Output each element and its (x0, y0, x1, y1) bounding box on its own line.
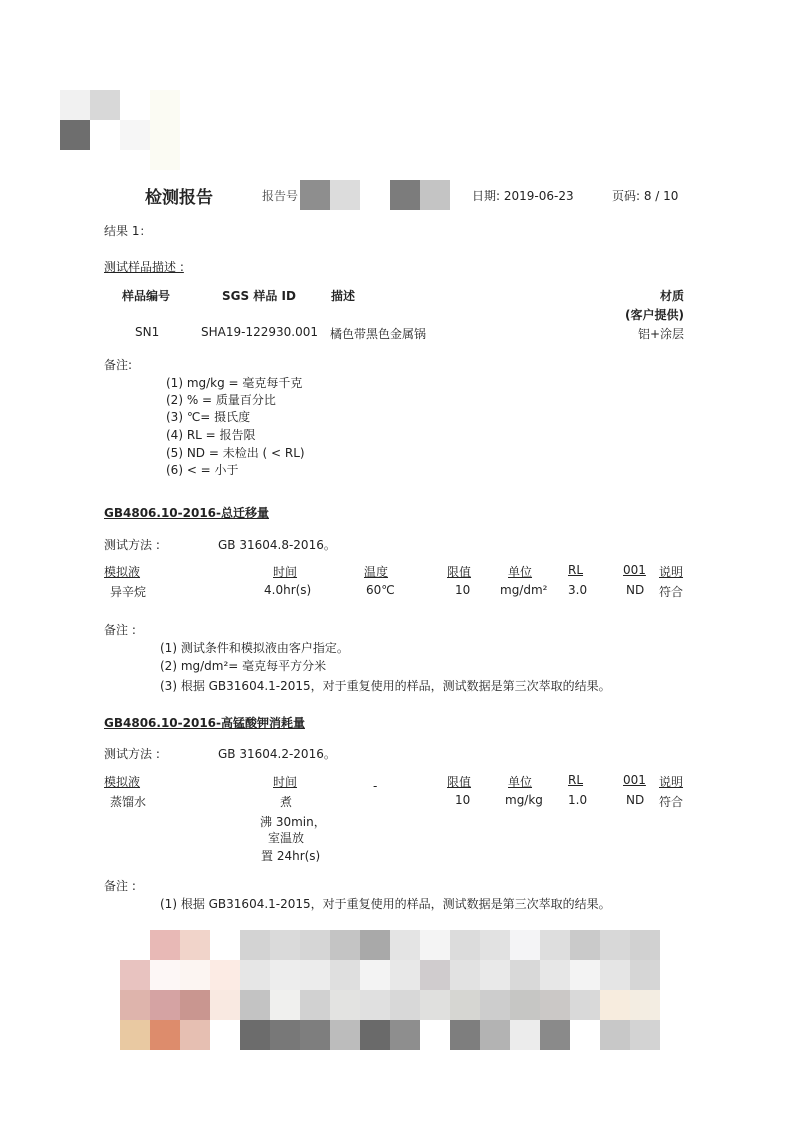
row-remark: 符合 (659, 585, 684, 599)
header-unit: 单位 (508, 565, 533, 579)
header-remark: 说明 (659, 565, 684, 579)
col-material-note: (客户提供) (625, 308, 684, 322)
row-limit: 10 (455, 793, 471, 807)
row-time: 4.0hr(s) (264, 583, 312, 597)
notes-label: 备注 : (104, 879, 136, 893)
col-description: 描述 (331, 289, 356, 303)
note-item: (6) < = 小于 (166, 463, 239, 477)
note-item: (1) 根据 GB31604.1-2015，对于重复使用的样品，测试数据是第三次萃取的结果。 (160, 897, 611, 911)
notes-label: 备注: (104, 358, 133, 372)
row-rl: 3.0 (568, 583, 588, 597)
result-label: 结果 1： (104, 224, 152, 238)
note-item: (5) ND = 未检出 ( < RL) (166, 446, 305, 460)
row-001: ND (626, 793, 645, 807)
section-title: GB4806.10-2016-高锰酸钾消耗量 (104, 716, 306, 730)
section-title: GB4806.10-2016-总迁移量 (104, 506, 270, 520)
redacted-logo (60, 90, 180, 170)
sample-heading: 测试样品描述 : (104, 260, 184, 274)
row-remark: 符合 (659, 795, 684, 809)
row-time-line: 置 24hr(s) (261, 849, 321, 863)
row-unit: mg/dm² (500, 583, 548, 597)
note-item: (3) 根据 GB31604.1-2015，对于重复使用的样品，测试数据是第三次萃取的结果。 (160, 679, 611, 693)
sample-material: 铝+涂层 (637, 327, 684, 341)
redacted-stamp (120, 930, 690, 1050)
header-simulant: 模拟液 (104, 775, 141, 789)
header-limit: 限值 (447, 565, 472, 579)
row-simulant: 异辛烷 (110, 585, 147, 599)
row-unit: mg/kg (505, 793, 543, 807)
header-time: 时间 (273, 565, 298, 579)
col-material: 材质 (659, 289, 684, 303)
report-number-label: 报告号 (262, 189, 299, 203)
col-sgs-id: SGS 样品 ID (222, 289, 296, 303)
row-001: ND (626, 583, 645, 597)
row-simulant: 蒸馏水 (110, 795, 147, 809)
header-time: 时间 (273, 775, 298, 789)
note-item: (3) ℃= 摄氏度 (166, 410, 251, 424)
header-dash: - (373, 779, 378, 793)
report-title: 检测报告 (145, 188, 213, 208)
sample-description: 橘色带黑色金属锅 (330, 327, 427, 341)
method-label: 测试方法 : (104, 747, 160, 761)
note-item: (2) % = 质量百分比 (166, 393, 276, 407)
header-001: 001 (623, 773, 646, 787)
sample-sgs-id: SHA19-122930.001 (201, 325, 318, 339)
method-value: GB 31604.2-2016。 (218, 747, 336, 761)
page-number: 页码: 8 / 10 (612, 189, 679, 203)
note-item: (4) RL = 报告限 (166, 428, 256, 442)
header-001: 001 (623, 563, 646, 577)
header-limit: 限值 (447, 775, 472, 789)
col-sample-id: 样品编号 (122, 289, 171, 303)
header-rl: RL (568, 563, 584, 577)
header-temperature: 温度 (364, 565, 389, 579)
row-limit: 10 (455, 583, 471, 597)
header-unit: 单位 (508, 775, 533, 789)
row-time-line: 室温放 (268, 831, 305, 845)
header-simulant: 模拟液 (104, 565, 141, 579)
notes-label: 备注 : (104, 623, 136, 637)
header-rl: RL (568, 773, 584, 787)
row-rl: 1.0 (568, 793, 588, 807)
row-time-line: 沸 30min， (260, 815, 326, 829)
sample-id: SN1 (135, 325, 160, 339)
row-time-line: 煮 (280, 795, 293, 809)
note-item: (2) mg/dm²= 毫克每平方分米 (160, 659, 327, 673)
method-label: 测试方法 : (104, 538, 160, 552)
method-value: GB 31604.8-2016。 (218, 538, 336, 552)
row-temperature: 60℃ (366, 583, 395, 597)
note-item: (1) 测试条件和模拟液由客户指定。 (160, 641, 349, 655)
report-date: 日期: 2019-06-23 (472, 189, 574, 203)
note-item: (1) mg/kg = 毫克每千克 (166, 376, 303, 390)
header-remark: 说明 (659, 775, 684, 789)
redacted-report-number (300, 180, 450, 210)
